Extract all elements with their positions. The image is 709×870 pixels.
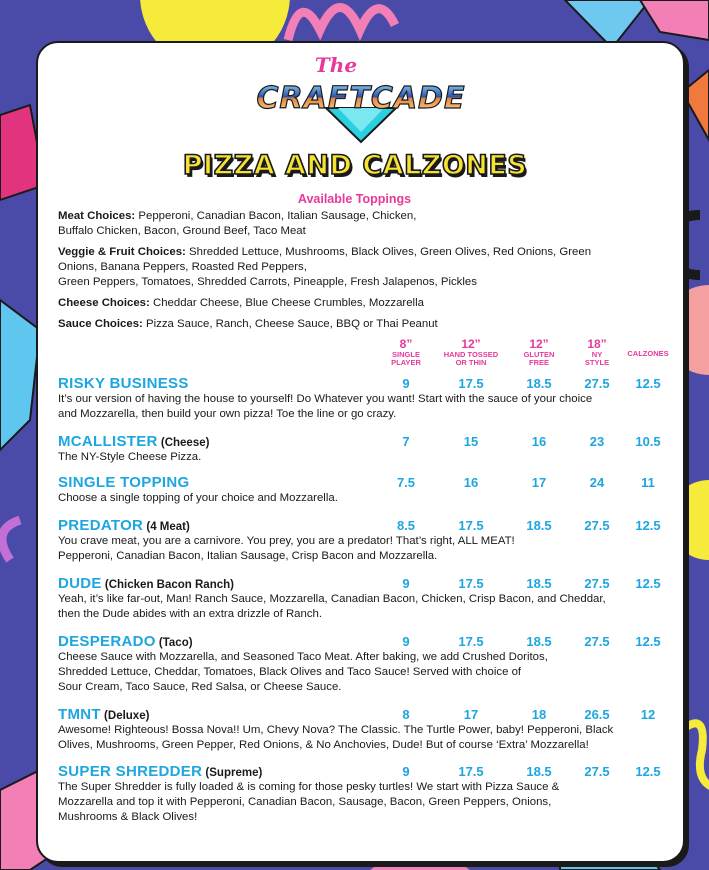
description-line: Choose a single topping of your choice and Mozzarella. [58,492,338,504]
item-description [58,723,668,753]
item-subtitle: (Taco) [155,637,193,649]
description-line: The NY-Style Cheese Pizza. [58,451,202,463]
item-price: 27.5 [584,376,610,391]
item-price: 26.5 [584,707,610,722]
toppings-heading: Available Toppings [297,192,412,206]
item-title: RISKY BUSINESS [58,375,189,392]
description-line: then the Dude abides with an extra drizzle of Ranch. [58,608,323,620]
item-price: 17 [531,475,547,490]
description-line: Mozzarella and top it with Pepperoni, Canadian Bacon, Sausage, Bacon, Green Peppers, Onions, [58,796,552,808]
menu-item-name [58,575,234,592]
item-price: 12 [640,707,656,722]
item-title: DESPERADO [58,633,156,650]
item-price: 12.5 [635,518,661,533]
item-price: 18.5 [526,634,552,649]
item-price: 10.5 [635,434,661,449]
topping-label: Sauce Choices: [58,318,143,330]
menu-item-name [58,375,189,392]
item-description [58,534,668,564]
description-line: Olives, Mushrooms, Green Pepper, Red Onions, & No Anchovies, Dude! But of course ‘Extra’ Mozzarella! [58,739,589,751]
item-price: 17.5 [458,518,484,533]
item-description [58,392,668,422]
column-style: FREE [528,358,549,367]
item-title: TMNT [58,706,101,723]
item-price: 12.5 [635,576,661,591]
item-description [58,491,668,506]
topping-line [58,317,648,332]
item-price: 17.5 [458,634,484,649]
item-price: 12.5 [635,634,661,649]
column-size: 12” [461,337,481,351]
topping-label: Veggie & Fruit Choices: [58,246,186,258]
item-price: 16 [531,434,547,449]
topping-text-cont: Green Peppers, Tomatoes, Shredded Carrots, Pineapple, Fresh Jalapenos, Pickles [58,276,477,288]
item-subtitle: (Deluxe) [100,710,150,722]
column-style: SINGLE [392,350,420,359]
item-title: SUPER SHREDDER [58,763,203,780]
description-line: Cheese Sauce with Mozzarella, and Seasoned Taco Meat. After baking, we add Crushed Doritos, [58,651,548,663]
description-line: Mushrooms & Black Olives! [58,811,198,823]
item-price: 18.5 [526,376,552,391]
description-line: The Super Shredder is fully loaded & is coming for those pesky turtles! We start with Pizza Sauce & [58,781,560,793]
item-price: 18.5 [526,764,552,779]
item-price: 8 [402,707,410,722]
topping-text: Shredded Lettuce, Mushrooms, Black Olives, Green Olives, Red Onions, Green [185,246,592,258]
item-price: 23 [589,434,605,449]
item-price: 27.5 [584,518,610,533]
menu-item-name [58,706,149,723]
item-title: SINGLE TOPPING [58,474,190,491]
topping-text: Cheddar Cheese, Blue Cheese Crumbles, Mozzarella [149,297,424,309]
menu-item-name [58,633,193,650]
item-price: 12.5 [635,764,661,779]
topping-label: Cheese Choices: [58,297,150,309]
item-price: 9 [402,576,410,591]
column-style: OR THIN [455,358,487,367]
menu-item-name [58,763,262,780]
column-style: NY [591,350,603,359]
topping-line [58,245,648,290]
column-style: GLUTEN [523,350,555,359]
item-description [58,450,668,465]
price-column-header [618,350,678,358]
item-price: 18 [531,707,547,722]
description-line: You crave meat, you are a carnivore. You prey, you are a predator! That’s right, ALL MEAT! [58,535,515,547]
svg-text:CRAFTCADE: CRAFTCADE [256,81,466,116]
craftcade-logo [226,50,496,146]
item-subtitle: (Supreme) [202,767,263,779]
item-description [58,780,668,825]
item-subtitle: (4 Meat) [143,521,190,533]
topping-line [58,296,648,311]
column-size: 18” [587,337,607,351]
topping-text-cont: Onions, Banana Peppers, Roasted Red Peppers, [58,261,307,273]
description-line: Pepperoni, Canadian Bacon, Italian Sausage, Crisp Bacon and Mozzarella. [58,550,438,562]
item-title: DUDE [58,575,102,592]
column-style: PLAYER [391,358,421,367]
topping-label: Meat Choices: [58,210,136,222]
column-style: STYLE [584,358,610,367]
menu-item-name [58,517,190,534]
item-price: 16 [463,475,479,490]
topping-text: Pizza Sauce, Ranch, Cheese Sauce, BBQ or Thai Peanut [142,318,438,330]
item-description [58,592,668,622]
description-line: Yeah, it’s like far-out, Man! Ranch Sauce, Mozzarella, Canadian Bacon, Chicken, Crisp Bacon, and Cheddar, [58,593,606,605]
column-size: 8” [399,337,413,351]
menu-item-name [58,433,209,450]
item-title: PREDATOR [58,517,144,534]
price-column-header [441,338,501,367]
column-style: HAND TOSSED [443,350,499,359]
price-column-header [376,338,436,367]
item-price: 17.5 [458,764,484,779]
svg-text:The: The [314,53,358,77]
section-title: PIZZA AND CALZONES [182,150,528,181]
topping-line [58,209,648,239]
item-subtitle: (Chicken Bacon Ranch) [101,579,234,591]
description-line: and Mozzarella, then build your own pizza! Toe the line or go crazy. [58,408,397,420]
item-price: 9 [402,764,410,779]
description-line: It’s our version of having the house to yourself! Do Whatever you want! Start with the sauce of your choice [58,393,593,405]
item-price: 18.5 [526,576,552,591]
item-price: 27.5 [584,634,610,649]
item-price: 27.5 [584,576,610,591]
item-price: 17.5 [458,576,484,591]
description-line: Awesome! Righteous! Bossa Nova!! Um, Chevy Nova? The Classic. The Turtle Power, baby! Pepperoni, Black [58,724,614,736]
column-style: CALZONES [627,349,669,358]
item-title: MCALLISTER [58,433,158,450]
item-price: 7.5 [396,475,416,490]
description-line: Shredded Lettuce, Cheddar, Tomatoes, Black Olives and Taco Sauce! Served with choice of [58,666,522,678]
item-price: 7 [402,434,410,449]
item-price: 18.5 [526,518,552,533]
description-line: Sour Cream, Taco Sauce, Red Salsa, or Cheese Sauce. [58,681,342,693]
topping-text-cont: Buffalo Chicken, Bacon, Ground Beef, Taco Meat [58,225,306,237]
item-price: 12.5 [635,376,661,391]
column-size: 12” [529,337,549,351]
item-price: 11 [641,475,655,490]
item-price: 9 [402,634,410,649]
item-price: 27.5 [584,764,610,779]
menu-item-name [58,474,189,491]
topping-text: Pepperoni, Canadian Bacon, Italian Sausage, Chicken, [135,210,417,222]
item-price: 17 [463,707,479,722]
price-column-header [509,338,569,367]
item-subtitle: (Cheese) [157,437,210,449]
item-price: 24 [589,475,605,490]
item-price: 8.5 [396,518,416,533]
item-price: 15 [463,434,479,449]
item-price: 9 [402,376,410,391]
item-description [58,650,668,695]
item-price: 17.5 [458,376,484,391]
